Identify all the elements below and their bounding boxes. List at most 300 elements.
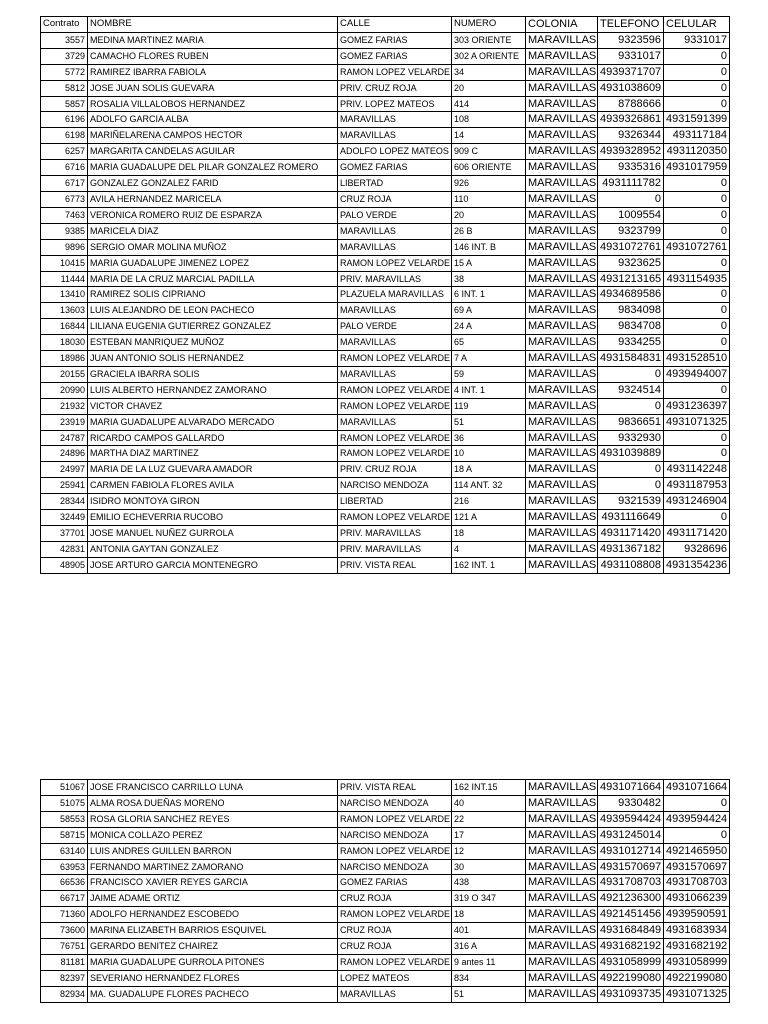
cell-nombre: VICTOR CHAVEZ: [88, 398, 338, 414]
cell-colonia: MARAVILLAS: [526, 176, 598, 192]
cell-colonia: MARAVILLAS: [526, 526, 598, 542]
cell-colonia: MARAVILLAS: [526, 382, 598, 398]
cell-colonia: MARAVILLAS: [526, 907, 598, 923]
cell-calle: RAMON LOPEZ VELARDE: [338, 430, 452, 446]
cell-contrato: 58553: [41, 811, 88, 827]
cell-telefono: 4931684849: [598, 923, 664, 939]
table-row: [41, 64, 730, 80]
cell-numero: 7 A: [452, 351, 526, 367]
cell-calle: GOMEZ FARIAS: [338, 32, 452, 48]
table-row: [41, 986, 730, 1002]
cell-celular: 4931187953: [664, 478, 730, 494]
cell-telefono: 4921236300: [598, 891, 664, 907]
cell-numero: 909 C: [452, 144, 526, 160]
cell-colonia: MARAVILLAS: [526, 891, 598, 907]
cell-nombre: EMILIO ECHEVERRIA RUCOBO: [88, 510, 338, 526]
cell-numero: 18 A: [452, 462, 526, 478]
cell-colonia: MARAVILLAS: [526, 478, 598, 494]
cell-nombre: JAIME ADAME ORTIZ: [88, 891, 338, 907]
cell-colonia: MARAVILLAS: [526, 144, 598, 160]
cell-celular: 4931528510: [664, 351, 730, 367]
cell-contrato: 51075: [41, 795, 88, 811]
header-nombre: NOMBRE: [88, 17, 338, 33]
cell-telefono: 4922199080: [598, 970, 664, 986]
cell-celular: 0: [664, 335, 730, 351]
cell-colonia: MARAVILLAS: [526, 494, 598, 510]
cell-nombre: GONZALEZ GONZALEZ FARID: [88, 176, 338, 192]
cell-contrato: 25941: [41, 478, 88, 494]
cell-nombre: MA. GUADALUPE FLORES PACHECO: [88, 986, 338, 1002]
cell-celular: 0: [664, 207, 730, 223]
cell-celular: 4931072761: [664, 239, 730, 255]
cell-telefono: 9323625: [598, 255, 664, 271]
cell-nombre: RICARDO CAMPOS GALLARDO: [88, 430, 338, 446]
cell-nombre: JOSE FRANCISCO CARRILLO LUNA: [88, 780, 338, 796]
cell-colonia: MARAVILLAS: [526, 510, 598, 526]
cell-celular: 4931246904: [664, 494, 730, 510]
table-header-row: [41, 17, 730, 33]
cell-calle: PRIV. MARAVILLAS: [338, 541, 452, 557]
cell-celular: 9331017: [664, 32, 730, 48]
cell-numero: 12: [452, 843, 526, 859]
cell-calle: PRIV. CRUZ ROJA: [338, 80, 452, 96]
cell-contrato: 6198: [41, 128, 88, 144]
table-row: [41, 223, 730, 239]
table-row: [41, 48, 730, 64]
cell-colonia: MARAVILLAS: [526, 541, 598, 557]
cell-calle: PRIV. LOPEZ MATEOS: [338, 96, 452, 112]
cell-contrato: 9385: [41, 223, 88, 239]
cell-calle: MARAVILLAS: [338, 303, 452, 319]
cell-contrato: 5812: [41, 80, 88, 96]
cell-colonia: MARAVILLAS: [526, 112, 598, 128]
cell-contrato: 23919: [41, 414, 88, 430]
cell-nombre: ESTEBAN MANRIQUEZ MUÑOZ: [88, 335, 338, 351]
cell-nombre: MARIA GUADALUPE DEL PILAR GONZALEZ ROMERO: [88, 160, 338, 176]
table-row: [41, 176, 730, 192]
cell-telefono: 0: [598, 462, 664, 478]
cell-colonia: MARAVILLAS: [526, 32, 598, 48]
cell-telefono: 4931584831: [598, 351, 664, 367]
cell-telefono: 4931570697: [598, 859, 664, 875]
cell-celular: 4931570697: [664, 859, 730, 875]
cell-calle: GOMEZ FARIAS: [338, 875, 452, 891]
cell-contrato: 63140: [41, 843, 88, 859]
cell-nombre: JOSE MANUEL NUÑEZ GURROLA: [88, 526, 338, 542]
cell-telefono: 4931071664: [598, 780, 664, 796]
cell-nombre: VERONICA ROMERO RUIZ DE ESPARZA: [88, 207, 338, 223]
cell-nombre: ROSA GLORIA SANCHEZ REYES: [88, 811, 338, 827]
cell-colonia: MARAVILLAS: [526, 96, 598, 112]
cell-telefono: 1009554: [598, 207, 664, 223]
cell-numero: 119: [452, 398, 526, 414]
cell-celular: 4931236397: [664, 398, 730, 414]
cell-nombre: FRANCISCO XAVIER REYES GARCIA: [88, 875, 338, 891]
table-row: [41, 287, 730, 303]
cell-contrato: 32449: [41, 510, 88, 526]
table-row: [41, 510, 730, 526]
cell-contrato: 6717: [41, 176, 88, 192]
cell-contrato: 20990: [41, 382, 88, 398]
cell-telefono: 9323596: [598, 32, 664, 48]
cell-numero: 51: [452, 986, 526, 1002]
cell-numero: 40: [452, 795, 526, 811]
cell-calle: NARCISO MENDOZA: [338, 859, 452, 875]
cell-telefono: 4931038609: [598, 80, 664, 96]
cell-numero: 65: [452, 335, 526, 351]
cell-calle: RAMON LOPEZ VELARDE: [338, 446, 452, 462]
cell-numero: 20: [452, 80, 526, 96]
cell-calle: LIBERTAD: [338, 176, 452, 192]
cell-nombre: LILIANA EUGENIA GUTIERREZ GONZALEZ: [88, 319, 338, 335]
cell-telefono: 4931039889: [598, 446, 664, 462]
table-row: [41, 923, 730, 939]
table-row: [41, 446, 730, 462]
cell-contrato: 16844: [41, 319, 88, 335]
cell-calle: LOPEZ MATEOS: [338, 970, 452, 986]
cell-numero: 4: [452, 541, 526, 557]
table-row: [41, 398, 730, 414]
cell-calle: CRUZ ROJA: [338, 191, 452, 207]
cell-contrato: 71360: [41, 907, 88, 923]
cell-numero: 401: [452, 923, 526, 939]
cell-contrato: 13603: [41, 303, 88, 319]
cell-calle: GOMEZ FARIAS: [338, 160, 452, 176]
cell-celular: 0: [664, 510, 730, 526]
table-row: [41, 414, 730, 430]
cell-contrato: 11444: [41, 271, 88, 287]
cell-nombre: CARMEN FABIOLA FLORES AVILA: [88, 478, 338, 494]
cell-telefono: 4939328952: [598, 144, 664, 160]
cell-celular: 4931683934: [664, 923, 730, 939]
cell-calle: NARCISO MENDOZA: [338, 478, 452, 494]
cell-calle: GOMEZ FARIAS: [338, 48, 452, 64]
table-row: [41, 303, 730, 319]
cell-numero: 20: [452, 207, 526, 223]
cell-nombre: FERNANDO MARTINEZ ZAMORANO: [88, 859, 338, 875]
cell-numero: 69 A: [452, 303, 526, 319]
cell-colonia: MARAVILLAS: [526, 986, 598, 1002]
cell-numero: 34: [452, 64, 526, 80]
cell-numero: 319 O 347: [452, 891, 526, 907]
cell-celular: 4931017959: [664, 160, 730, 176]
header-contrato: Contrato: [41, 17, 88, 33]
cell-nombre: JOSE JUAN SOLIS GUEVARA: [88, 80, 338, 96]
table-row: [41, 382, 730, 398]
cell-calle: PRIV. VISTA REAL: [338, 780, 452, 796]
table-row: [41, 462, 730, 478]
table-row: [41, 891, 730, 907]
cell-nombre: MARGARITA CANDELAS AGUILAR: [88, 144, 338, 160]
cell-celular: 0: [664, 319, 730, 335]
cell-telefono: 9836651: [598, 414, 664, 430]
cell-telefono: 8788666: [598, 96, 664, 112]
cell-colonia: MARAVILLAS: [526, 954, 598, 970]
cell-calle: MARAVILLAS: [338, 112, 452, 128]
cell-calle: RAMON LOPEZ VELARDE: [338, 954, 452, 970]
cell-nombre: MARIÑELARENA CAMPOS HECTOR: [88, 128, 338, 144]
cell-telefono: 4931058999: [598, 954, 664, 970]
cell-numero: 6 INT. 1: [452, 287, 526, 303]
cell-calle: MARAVILLAS: [338, 335, 452, 351]
cell-numero: 926: [452, 176, 526, 192]
cell-numero: 414: [452, 96, 526, 112]
cell-colonia: MARAVILLAS: [526, 939, 598, 955]
cell-calle: MARAVILLAS: [338, 986, 452, 1002]
cell-celular: 4939590591: [664, 907, 730, 923]
header-calle: CALLE: [338, 17, 452, 33]
cell-celular: 4939594424: [664, 811, 730, 827]
cell-colonia: MARAVILLAS: [526, 446, 598, 462]
cell-celular: 0: [664, 446, 730, 462]
table-row: [41, 96, 730, 112]
cell-telefono: 9834098: [598, 303, 664, 319]
cell-colonia: MARAVILLAS: [526, 128, 598, 144]
cell-colonia: MARAVILLAS: [526, 160, 598, 176]
cell-celular: 0: [664, 176, 730, 192]
cell-celular: 4922199080: [664, 970, 730, 986]
cell-telefono: 0: [598, 478, 664, 494]
cell-numero: 24 A: [452, 319, 526, 335]
cell-numero: 14: [452, 128, 526, 144]
cell-contrato: 24896: [41, 446, 88, 462]
contracts-table-1: [40, 16, 730, 574]
cell-calle: RAMON LOPEZ VELARDE: [338, 64, 452, 80]
cell-colonia: MARAVILLAS: [526, 875, 598, 891]
cell-numero: 4 INT. 1: [452, 382, 526, 398]
cell-colonia: MARAVILLAS: [526, 462, 598, 478]
cell-celular: 4931591399: [664, 112, 730, 128]
cell-nombre: MARIA GUADALUPE GURROLA PITONES: [88, 954, 338, 970]
cell-calle: LIBERTAD: [338, 494, 452, 510]
cell-contrato: 28344: [41, 494, 88, 510]
cell-colonia: MARAVILLAS: [526, 859, 598, 875]
cell-numero: 9 antes 11: [452, 954, 526, 970]
table-row: [41, 191, 730, 207]
cell-contrato: 82934: [41, 986, 88, 1002]
cell-calle: PRIV. CRUZ ROJA: [338, 462, 452, 478]
cell-celular: 0: [664, 287, 730, 303]
table-row: [41, 541, 730, 557]
cell-calle: NARCISO MENDOZA: [338, 795, 452, 811]
cell-colonia: MARAVILLAS: [526, 780, 598, 796]
cell-calle: RAMON LOPEZ VELARDE: [338, 510, 452, 526]
table-row: [41, 907, 730, 923]
cell-contrato: 81181: [41, 954, 88, 970]
cell-nombre: MARIA GUADALUPE JIMENEZ LOPEZ: [88, 255, 338, 271]
cell-colonia: MARAVILLAS: [526, 366, 598, 382]
cell-numero: 316 A: [452, 939, 526, 955]
cell-telefono: 4939594424: [598, 811, 664, 827]
cell-telefono: 4931108808: [598, 557, 664, 573]
cell-numero: 606 ORIENTE: [452, 160, 526, 176]
table-row: [41, 112, 730, 128]
cell-nombre: ANTONIA GAYTAN GONZALEZ: [88, 541, 338, 557]
table-row: [41, 207, 730, 223]
cell-colonia: MARAVILLAS: [526, 255, 598, 271]
cell-numero: 30: [452, 859, 526, 875]
cell-numero: 302 A ORIENTE: [452, 48, 526, 64]
table-row: [41, 859, 730, 875]
cell-colonia: MARAVILLAS: [526, 335, 598, 351]
cell-telefono: 0: [598, 398, 664, 414]
cell-telefono: 9834708: [598, 319, 664, 335]
cell-nombre: MEDINA MARTINEZ MARIA: [88, 32, 338, 48]
cell-contrato: 9896: [41, 239, 88, 255]
cell-nombre: AVILA HERNANDEZ MARICELA: [88, 191, 338, 207]
cell-colonia: MARAVILLAS: [526, 557, 598, 573]
cell-celular: 0: [664, 48, 730, 64]
cell-contrato: 66717: [41, 891, 88, 907]
cell-telefono: 4921451456: [598, 907, 664, 923]
cell-calle: PRIV. MARAVILLAS: [338, 526, 452, 542]
cell-nombre: LUIS ALEJANDRO DE LEON PACHECO: [88, 303, 338, 319]
cell-nombre: SEVERIANO HERNANDEZ FLORES: [88, 970, 338, 986]
cell-colonia: MARAVILLAS: [526, 843, 598, 859]
cell-numero: 10: [452, 446, 526, 462]
cell-nombre: MARTHA DIAZ MARTINEZ: [88, 446, 338, 462]
cell-telefono: 4931367182: [598, 541, 664, 557]
cell-numero: 834: [452, 970, 526, 986]
table-row: [41, 319, 730, 335]
cell-celular: 4931682192: [664, 939, 730, 955]
cell-telefono: 4931245014: [598, 827, 664, 843]
cell-nombre: ISIDRO MONTOYA GIRON: [88, 494, 338, 510]
cell-celular: 0: [664, 191, 730, 207]
table-row: [41, 954, 730, 970]
cell-contrato: 66536: [41, 875, 88, 891]
cell-nombre: JUAN ANTONIO SOLIS HERNANDEZ: [88, 351, 338, 367]
cell-contrato: 42831: [41, 541, 88, 557]
cell-nombre: RAMIREZ SOLIS CIPRIANO: [88, 287, 338, 303]
cell-telefono: 9324514: [598, 382, 664, 398]
table-row: [41, 160, 730, 176]
table-row: [41, 494, 730, 510]
cell-nombre: GERARDO BENITEZ CHAIREZ: [88, 939, 338, 955]
cell-calle: MARAVILLAS: [338, 128, 452, 144]
cell-celular: 4931354236: [664, 557, 730, 573]
cell-celular: 4931071664: [664, 780, 730, 796]
cell-contrato: 6773: [41, 191, 88, 207]
cell-nombre: CAMACHO FLORES RUBEN: [88, 48, 338, 64]
cell-colonia: MARAVILLAS: [526, 398, 598, 414]
cell-celular: 4931154935: [664, 271, 730, 287]
cell-telefono: 4931093735: [598, 986, 664, 1002]
cell-numero: 22: [452, 811, 526, 827]
cell-colonia: MARAVILLAS: [526, 795, 598, 811]
cell-colonia: MARAVILLAS: [526, 64, 598, 80]
cell-celular: 0: [664, 64, 730, 80]
cell-nombre: ADOLFO HERNANDEZ ESCOBEDO: [88, 907, 338, 923]
cell-contrato: 58715: [41, 827, 88, 843]
table-row: [41, 32, 730, 48]
cell-telefono: 9332930: [598, 430, 664, 446]
cell-celular: 4931071325: [664, 414, 730, 430]
cell-colonia: MARAVILLAS: [526, 287, 598, 303]
cell-numero: 38: [452, 271, 526, 287]
cell-contrato: 6257: [41, 144, 88, 160]
cell-telefono: 4939371707: [598, 64, 664, 80]
cell-calle: CRUZ ROJA: [338, 923, 452, 939]
cell-telefono: 4934689586: [598, 287, 664, 303]
cell-colonia: MARAVILLAS: [526, 207, 598, 223]
cell-colonia: MARAVILLAS: [526, 191, 598, 207]
cell-colonia: MARAVILLAS: [526, 811, 598, 827]
cell-colonia: MARAVILLAS: [526, 48, 598, 64]
cell-numero: 51: [452, 414, 526, 430]
cell-numero: 438: [452, 875, 526, 891]
table-row: [41, 144, 730, 160]
table-row: [41, 366, 730, 382]
cell-numero: 303 ORIENTE: [452, 32, 526, 48]
cell-numero: 121 A: [452, 510, 526, 526]
cell-calle: MARAVILLAS: [338, 239, 452, 255]
table-row: [41, 827, 730, 843]
cell-calle: PLAZUELA MARAVILLAS: [338, 287, 452, 303]
cell-nombre: RAMIREZ IBARRA FABIOLA: [88, 64, 338, 80]
cell-celular: 0: [664, 430, 730, 446]
cell-nombre: ADOLFO GARCIA ALBA: [88, 112, 338, 128]
cell-calle: PRIV. VISTA REAL: [338, 557, 452, 573]
table-row: [41, 271, 730, 287]
cell-nombre: SERGIO OMAR MOLINA MUÑOZ: [88, 239, 338, 255]
cell-contrato: 20155: [41, 366, 88, 382]
table-row: [41, 939, 730, 955]
cell-celular: 4931708703: [664, 875, 730, 891]
cell-nombre: MARINA ELIZABETH BARRIOS ESQUIVEL: [88, 923, 338, 939]
cell-calle: MARAVILLAS: [338, 414, 452, 430]
table-row: [41, 811, 730, 827]
cell-colonia: MARAVILLAS: [526, 827, 598, 843]
cell-celular: 0: [664, 795, 730, 811]
cell-celular: 0: [664, 80, 730, 96]
cell-contrato: 18986: [41, 351, 88, 367]
cell-celular: 4931142248: [664, 462, 730, 478]
cell-contrato: 7463: [41, 207, 88, 223]
cell-calle: PRIV. MARAVILLAS: [338, 271, 452, 287]
table-row: [41, 970, 730, 986]
table-row: [41, 526, 730, 542]
cell-colonia: MARAVILLAS: [526, 923, 598, 939]
contracts-table-2: [40, 779, 730, 1003]
cell-nombre: JOSE ARTURO GARCIA MONTENEGRO: [88, 557, 338, 573]
cell-celular: 4931071325: [664, 986, 730, 1002]
table-row: [41, 875, 730, 891]
table-row: [41, 255, 730, 271]
cell-nombre: ALMA ROSA DUEÑAS MORENO: [88, 795, 338, 811]
header-numero: NUMERO: [452, 17, 526, 33]
cell-nombre: MARIA DE LA CRUZ MARCIAL PADILLA: [88, 271, 338, 287]
cell-numero: 36: [452, 430, 526, 446]
cell-colonia: MARAVILLAS: [526, 239, 598, 255]
cell-colonia: MARAVILLAS: [526, 303, 598, 319]
table-row: [41, 128, 730, 144]
cell-contrato: 21932: [41, 398, 88, 414]
cell-contrato: 6196: [41, 112, 88, 128]
cell-telefono: 4931213165: [598, 271, 664, 287]
cell-nombre: MARIA DE LA LUZ GUEVARA AMADOR: [88, 462, 338, 478]
cell-numero: 26 B: [452, 223, 526, 239]
cell-celular: 0: [664, 827, 730, 843]
cell-celular: 4931058999: [664, 954, 730, 970]
cell-calle: RAMON LOPEZ VELARDE: [338, 843, 452, 859]
cell-contrato: 3557: [41, 32, 88, 48]
cell-contrato: 76751: [41, 939, 88, 955]
cell-telefono: 9326344: [598, 128, 664, 144]
table-row: [41, 430, 730, 446]
cell-celular: 493117184: [664, 128, 730, 144]
cell-calle: RAMON LOPEZ VELARDE: [338, 382, 452, 398]
